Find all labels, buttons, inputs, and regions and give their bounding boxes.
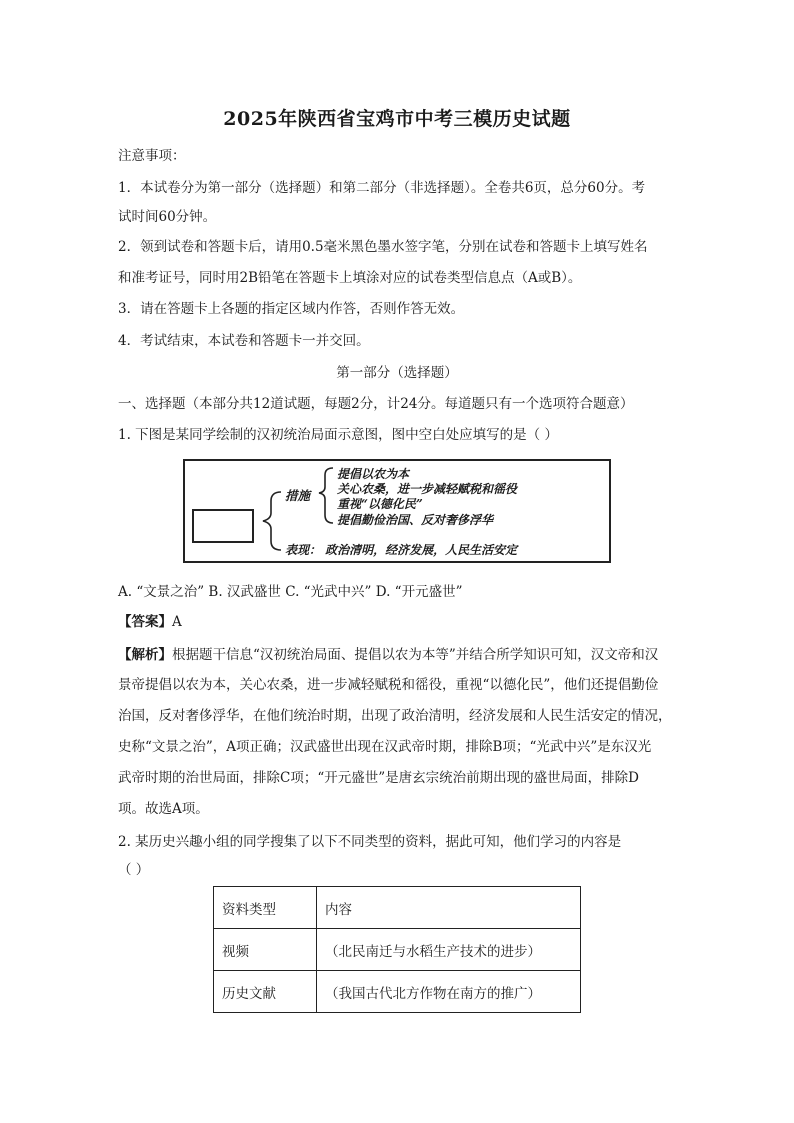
table-header-cell: 资料类型: [214, 887, 317, 929]
measure-item: 提倡勤俭治国、反对奢侈浮华: [337, 513, 494, 527]
table-cell: 视频: [214, 929, 317, 971]
table-cell: 历史文献: [214, 971, 317, 1013]
measure-item: 关心农桑，进一步减轻赋税和徭役: [337, 482, 518, 496]
measure-item: 提倡以农为本: [337, 467, 410, 481]
part1-heading: 第一部分（选择题）: [336, 365, 458, 381]
question-1-answer: [118, 612, 678, 632]
notice-line: 1．本试卷分为第一部分（选择题）和第二部分（非选择题）。全卷共6页，总分60分。考: [118, 180, 646, 196]
han-governance-diagram: [183, 459, 611, 563]
performance-line: 表现： 政治清明，经济发展，人民生活安定: [285, 543, 518, 557]
analysis-line: 治国，反对奢侈浮华，在他们统治时期，出现了政治清明，经济发展和人民生活安定的情况，: [118, 708, 672, 724]
analysis-text: 根据题干信息“汉初统治局面、提倡以农为本等”并结合所学知识可知，汉文帝和汉: [172, 647, 659, 663]
analysis-line: 景帝提倡以农为本，关心农桑，进一步减轻赋税和徭役，重视“以德化民”，他们还提倡勤俭: [118, 677, 659, 693]
question-2-stem: 2. 某历史兴趣小组的同学搜集了以下不同类型的资料，据此可知，他们学习的内容是: [118, 834, 622, 850]
page-title: 2025年陕西省宝鸡市中考三模历史试题: [223, 108, 571, 130]
measures-label: 措施: [285, 488, 311, 503]
section-heading: 一、选择题（本部分共12道试题，每题2分，计24分。每道题只有一个选项符合题意）: [118, 396, 634, 412]
table-row: [214, 971, 581, 1013]
analysis-line: [118, 645, 678, 665]
question-1-stem: 1. 下图是某同学绘制的汉初统治局面示意图，图中空白处应填写的是（ ）: [118, 427, 558, 443]
notice-line: 和准考证号，同时用2B铅笔在答题卡上填涂对应的试卷类型信息点（A或B）。: [118, 270, 582, 286]
table-cell: （我国古代北方作物在南方的推广）: [317, 971, 581, 1013]
notice-line: 4．考试结束，本试卷和答题卡一并交回。: [118, 333, 370, 349]
analysis-line: 项。故选A项。: [118, 801, 209, 817]
analysis-line: 史称“文景之治”，A项正确；汉武盛世出现在汉武帝时期，排除B项；“光武中兴”是东汉光: [118, 739, 652, 755]
measure-item: 重视“以德化民”: [337, 497, 423, 511]
table-row: [214, 929, 581, 971]
notice-line: 3．请在答题卡上各题的指定区域内作答，否则作答无效。: [118, 301, 465, 317]
notice-line: 试时间60分钟。: [118, 209, 217, 225]
notice-heading: 注意事项：: [118, 148, 186, 164]
sources-table: [213, 886, 581, 1013]
answer-tag: 【答案】: [118, 614, 172, 630]
answer-value: A: [172, 614, 182, 630]
analysis-tag: 【解析】: [118, 647, 172, 663]
table-header-row: [214, 887, 581, 929]
analysis-line: 武帝时期的治世局面，排除C项；“开元盛世”是唐玄宗统治前期出现的盛世局面，排除D: [118, 770, 639, 786]
blank-answer-box: [192, 509, 254, 543]
question-1-options: A. “文景之治” B. 汉武盛世 C. “光武中兴” D. “开元盛世”: [118, 584, 463, 600]
question-2-stem-bracket: （ ）: [118, 862, 150, 878]
notice-line: 2．领到试卷和答题卡后，请用0.5毫米黑色墨水签字笔，分别在试卷和答题卡上填写姓名: [118, 239, 648, 255]
table-cell: （北民南迁与水稻生产技术的进步）: [317, 929, 581, 971]
table-header-cell: 内容: [317, 887, 581, 929]
